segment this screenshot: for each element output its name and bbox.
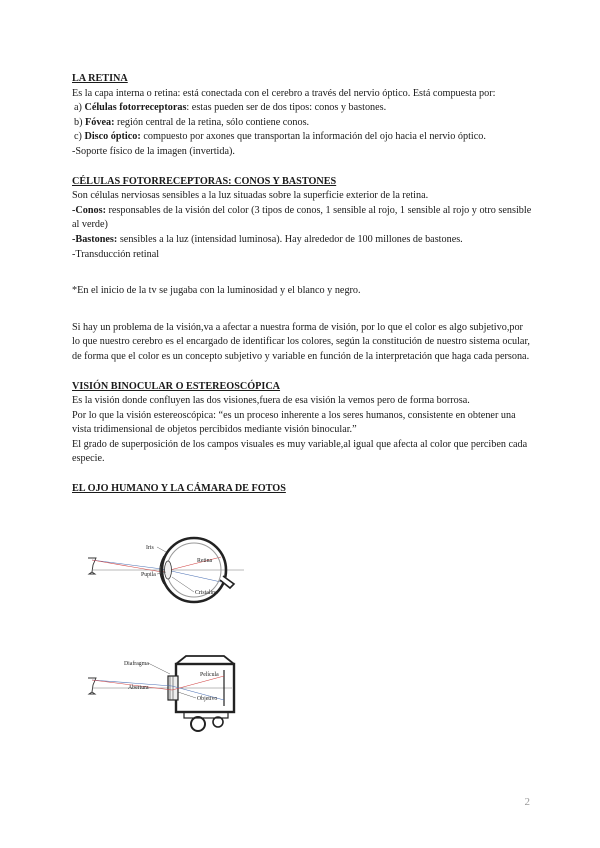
light-ray (92, 560, 162, 569)
section-title-vision-binocular: VISIÓN BINOCULAR O ESTEREOSCÓPICA (72, 380, 281, 392)
bastones-line: -Bastones: sensibles a la luz (intensidad luminosa). Hay alrededor de 100 millones de bastones. (72, 233, 463, 245)
fotorreceptoras-intro: Son células nerviosas sensibles a la luz situadas sobre la superficie exterior de la retina. (72, 190, 429, 202)
label-pelicula: Película (200, 672, 219, 678)
camera-dial (191, 717, 205, 731)
label-abertura: Abertura (128, 685, 149, 691)
binocular-p1: Es la visión donde confluyen las dos visiones,fuera de esa visión la vemos pero de forma borrosa. (72, 395, 470, 407)
binocular-p2: Por lo que la visión estereoscópica: “es un proceso inherente a los seres humanos, consistente en obtener una vista tridimensional de objetos percibidos mediante visión binocular.” (72, 409, 516, 436)
retina-item-c: c) Disco óptico: compuesto por axones que transportan la información del ojo hacia el nervio óptico. (74, 131, 486, 143)
label-iris: Iris (146, 545, 154, 551)
transduccion-line: -Transducción retinal (72, 248, 160, 260)
retina-note: -Soporte físico de la imagen (invertida). (72, 145, 235, 157)
label-cristalino: Cristalino (195, 590, 218, 596)
color-paragraph: Si hay un problema de la visión,va a afectar a nuestra forma de visión, por lo que el color es algo subjetivo,por lo que nuestro cerebro es el encargado de identificar los colores, según la constitución de nuestro sistema ocular, de forma que el color es un concepto subjetivo y variable en función de la interpretación que haga cada persona. (72, 321, 530, 362)
retina-item-b: b) Fóvea: región central de la retina, sólo contiene conos. (74, 116, 310, 128)
label-pupila: Pupila (141, 572, 156, 578)
conos-line: -Conos: responsables de la visión del color (3 tipos de conos, 1 sensible al rojo, 1 sensible al rojo y otro sensible al verde) (72, 204, 532, 231)
section-title-ojo-camara: EL OJO HUMANO Y LA CÁMARA DE FOTOS (72, 483, 286, 495)
retina-item-a: a) Células fotorreceptoras: estas pueden ser de dos tipos: conos y bastones. (74, 102, 387, 114)
lens-cristalino (165, 561, 172, 579)
label-retina: Retina (197, 558, 213, 564)
camera-top (176, 656, 234, 664)
tv-note: *En el inicio de la tv se jugaba con la luminosidad y el blanco y negro. (72, 285, 361, 297)
binocular-p3: El grado de superposición de los campos visuales es muy variable,al igual que afecta al color que perciben cada especie. (72, 438, 528, 465)
camera-diagram (84, 634, 254, 732)
label-diafragma: Diafragma (124, 661, 149, 667)
document-body (72, 72, 532, 497)
label-objetivo: Objetivo (197, 696, 218, 702)
section-title-fotorreceptoras: CÉLULAS FOTORRECEPTORAS: CONOS Y BASTONES (72, 175, 337, 187)
page-number: 2 (524, 796, 530, 808)
eye-diagram (84, 532, 254, 610)
section-title-retina: LA RETINA (72, 73, 128, 84)
retina-intro: Es la capa interna o retina: está conectada con el cerebro a través del nervio óptico. Está compuesta por: (72, 87, 496, 99)
